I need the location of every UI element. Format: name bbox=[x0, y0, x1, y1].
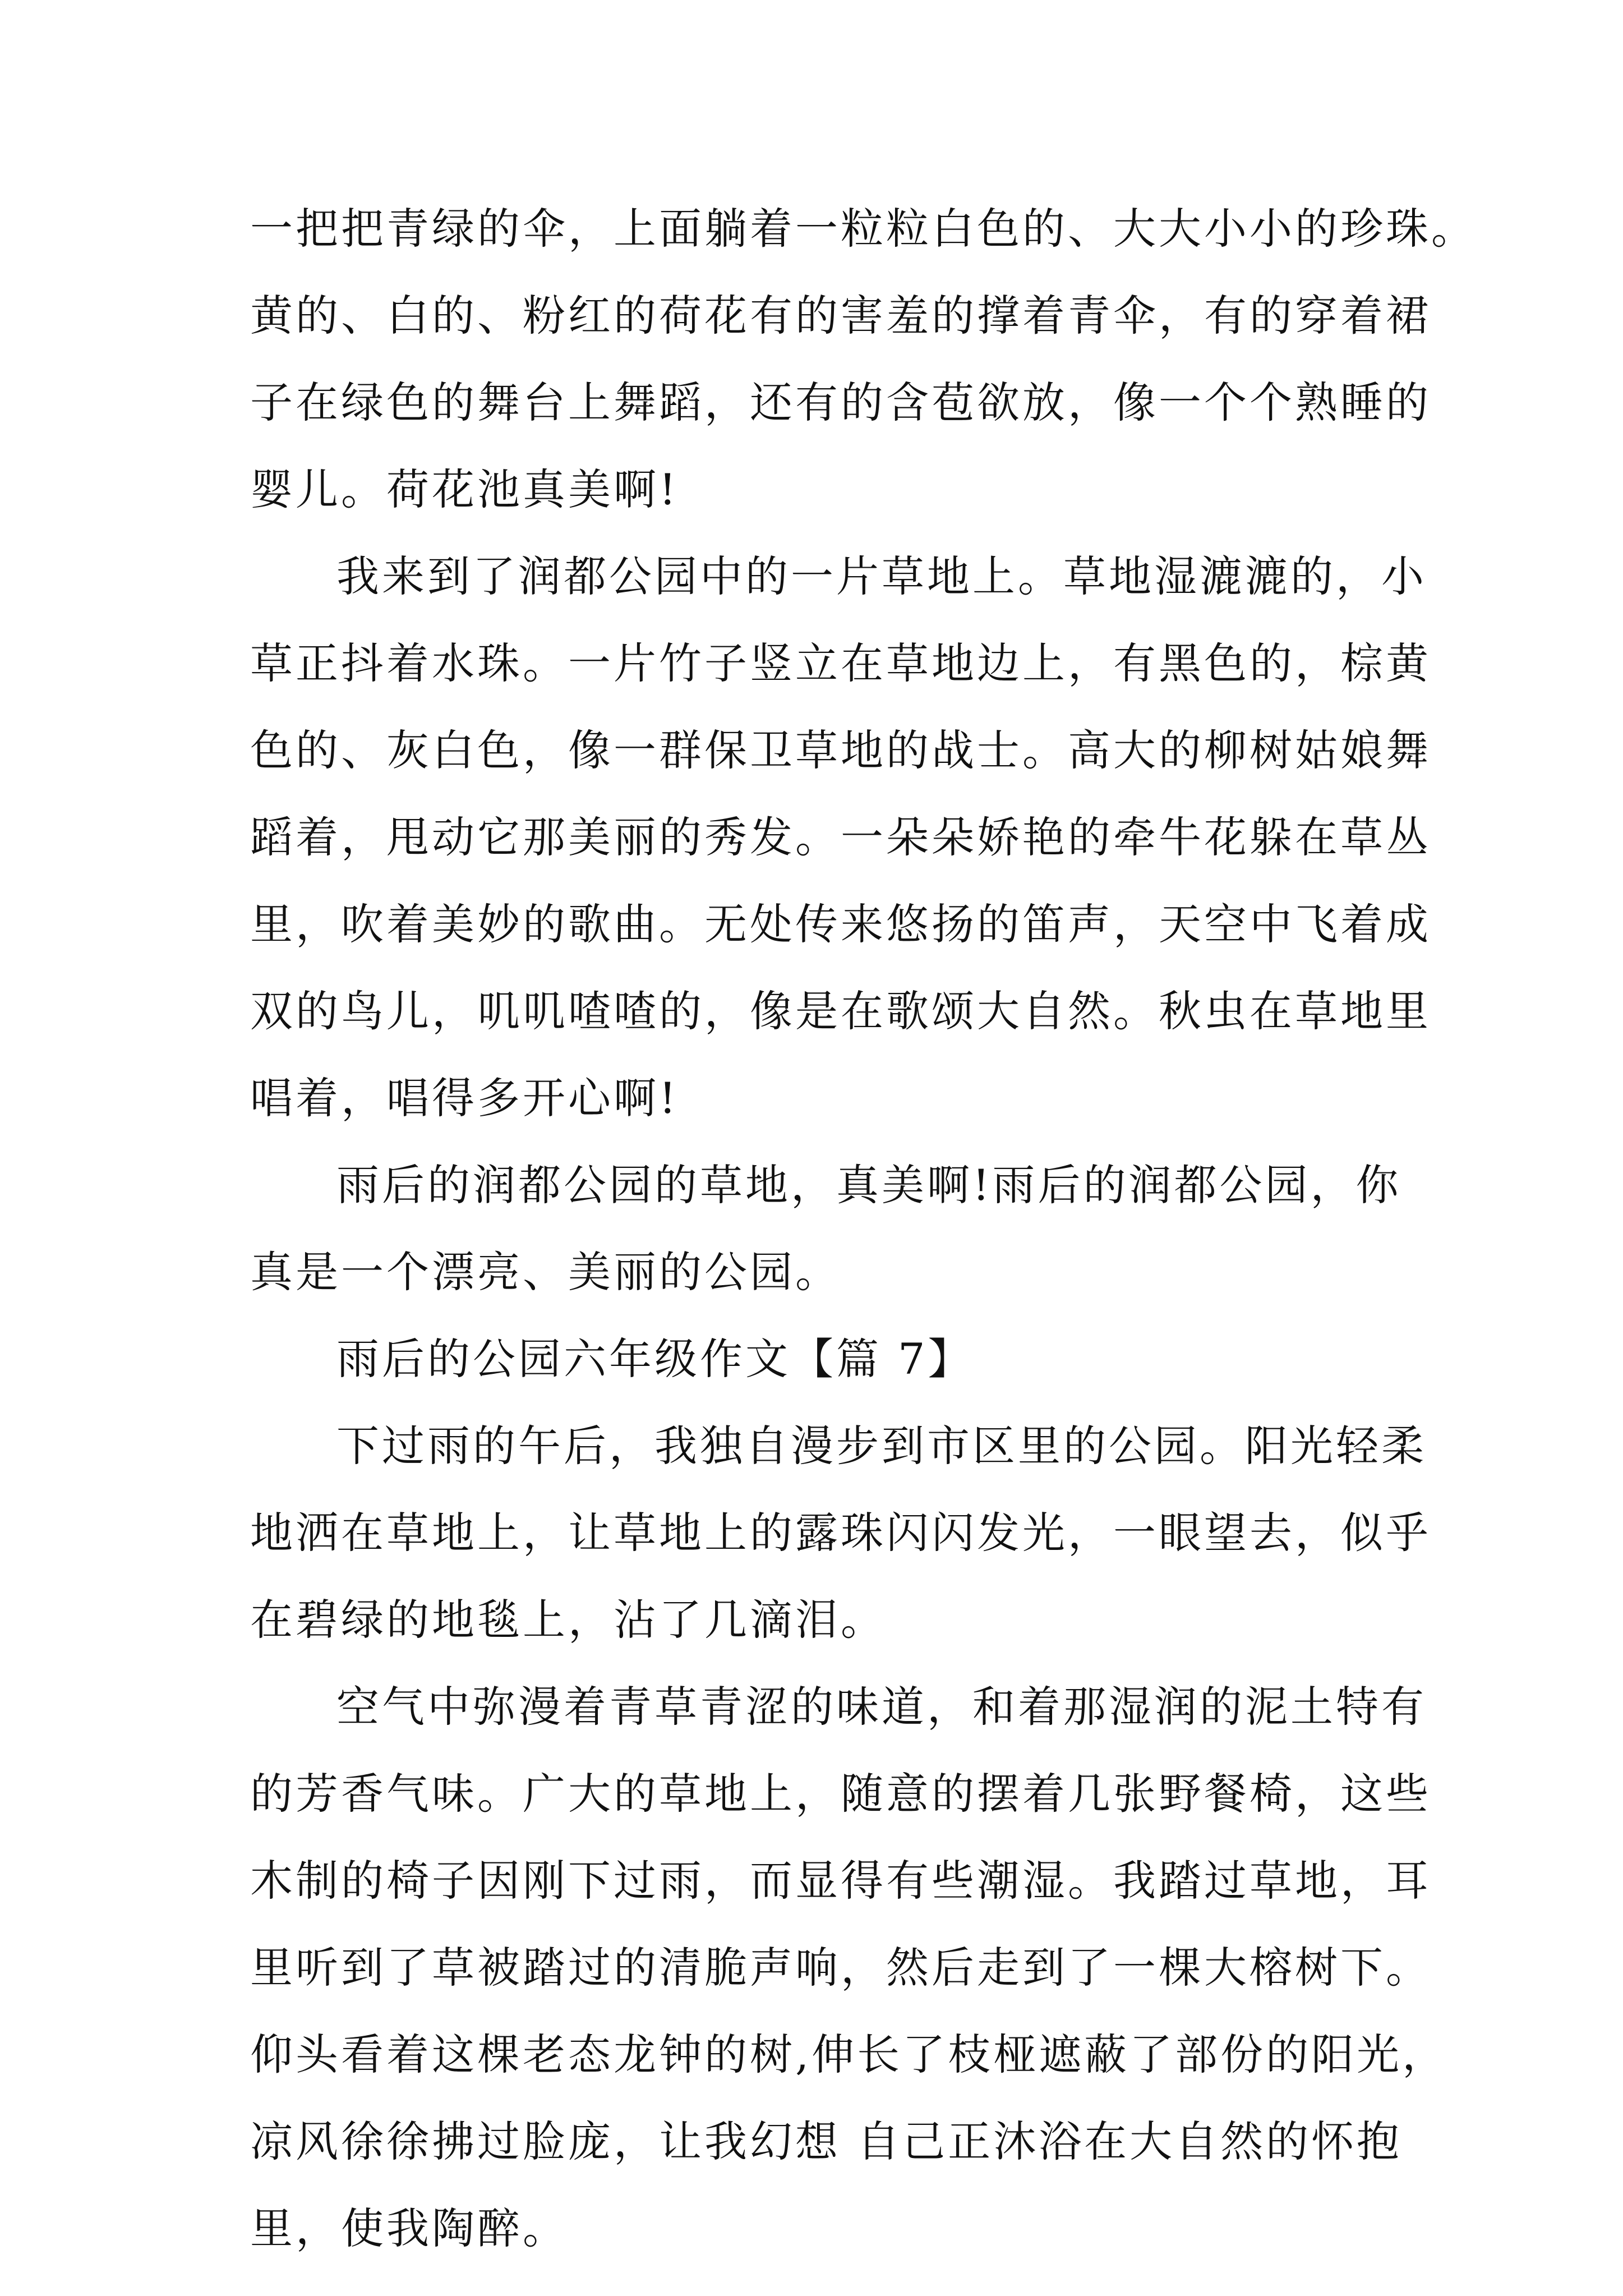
text-line: 里，使我陶醉。 bbox=[250, 2203, 568, 2253]
text-line: 里听到了草被踏过的清脆声响，然后走到了一棵大榕树下。 bbox=[250, 1943, 1431, 1993]
paragraph-first-line: 下过雨的午后，我独自漫步到市区里的公园。阳光轻柔 bbox=[336, 1421, 1427, 1471]
text-line: 地洒在草地上，让草地上的露珠闪闪发光，一眼望去，似乎 bbox=[250, 1508, 1431, 1558]
paragraph-first-line: 我来到了润都公园中的一片草地上。草地湿漉漉的，小 bbox=[336, 551, 1427, 601]
text-line: 双的鸟儿，叽叽喳喳的，像是在歌颂大自然。秋虫在草地里 bbox=[250, 986, 1431, 1036]
text-line: 在碧绿的地毯上，沾了几滴泪。 bbox=[250, 1595, 886, 1645]
paragraph-first-line: 雨后的润都公园的草地，真美啊!雨后的润都公园，你 bbox=[336, 1160, 1401, 1210]
text-line: 色的、灰白色，像一群保卫草地的战士。高大的柳树姑娘舞 bbox=[250, 725, 1431, 775]
text-line: 仰头看着这棵老态龙钟的树,伸长了枝桠遮蔽了部份的阳光， bbox=[250, 2030, 1448, 2079]
text-line: 蹈着，甩动它那美丽的秀发。一朵朵娇艳的牵牛花躲在草丛 bbox=[250, 812, 1431, 862]
text-line: 黄的、白的、粉红的荷花有的害羞的撑着青伞，有的穿着裙 bbox=[250, 291, 1431, 341]
text-line: 的芳香气味。广大的草地上，随意的摆着几张野餐椅，这些 bbox=[250, 1769, 1431, 1819]
text-line: 草正抖着水珠。一片竹子竖立在草地边上，有黑色的，棕黄 bbox=[250, 638, 1431, 688]
text-line: 木制的椅子因刚下过雨，而显得有些潮湿。我踏过草地，耳 bbox=[250, 1856, 1431, 1906]
text-line: 婴儿。荷花池真美啊! bbox=[250, 464, 679, 514]
section-heading: 雨后的公园六年级作文【篇 7】 bbox=[336, 1334, 974, 1384]
text-line: 里，吹着美妙的歌曲。无处传来悠扬的笛声，天空中飞着成 bbox=[250, 899, 1431, 949]
essay-body bbox=[250, 185, 1477, 2272]
paragraph-first-line: 空气中弥漫着青草青涩的味道，和着那湿润的泥土特有 bbox=[336, 1682, 1427, 1732]
text-line: 唱着，唱得多开心啊! bbox=[250, 1073, 679, 1123]
text-line: 凉风徐徐拂过脸庞，让我幻想 自己正沐浴在大自然的怀抱 bbox=[250, 2116, 1403, 2166]
text-line: 一把把青绿的伞，上面躺着一粒粒白色的、大大小小的珍珠。 bbox=[250, 204, 1477, 254]
text-line: 子在绿色的舞台上舞蹈，还有的含苞欲放，像一个个熟睡的 bbox=[250, 378, 1431, 427]
text-line: 真是一个漂亮、美丽的公园。 bbox=[250, 1247, 841, 1297]
